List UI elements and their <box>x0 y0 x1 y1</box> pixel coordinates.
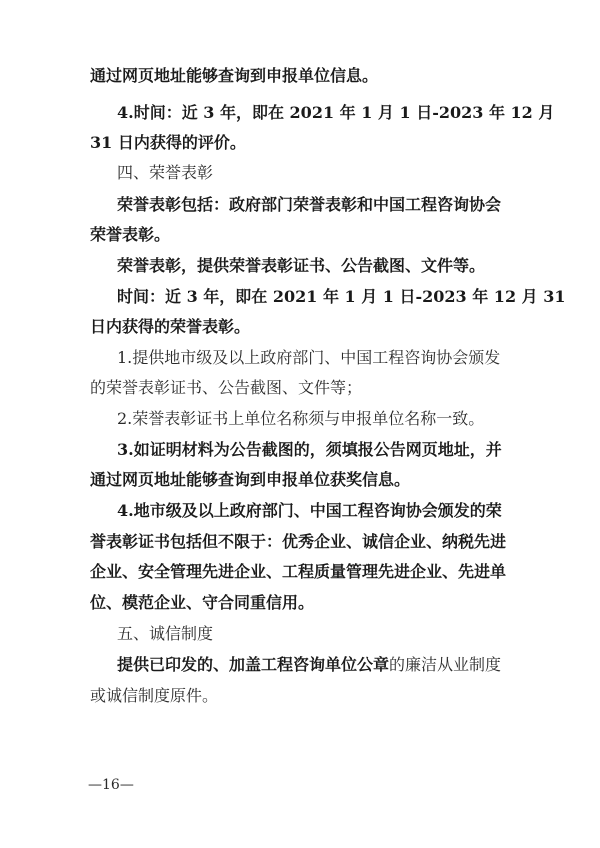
text-line-20-normal: 的廉洁从业制度 <box>389 655 502 674</box>
text-line-13: 3.如证明材料为公告截图的，须填报公告网页地址，并 <box>117 440 502 459</box>
text-line-18: 位、模范企业、守合同重信用。 <box>90 593 315 612</box>
text-line-8: 时间：近 3 年，即在 2021 年 1 月 1 日-2023 年 12 月 31 <box>117 287 566 306</box>
text-line-6: 荣誉表彰。 <box>90 225 171 244</box>
text-line-5: 荣誉表彰包括：政府部门荣誉表彰和中国工程咨询协会 <box>117 195 502 214</box>
text-line-7: 荣誉表彰，提供荣誉表彰证书、公告截图、文件等。 <box>117 256 486 275</box>
text-line-21: 或诚信制度原件。 <box>90 686 219 705</box>
text-line-20 <box>0 655 600 675</box>
text-line-1: 通过网页地址能够查询到申报单位信息。 <box>90 66 379 85</box>
text-line-16: 誉表彰证书包括但不限于：优秀企业、诚信企业、纳税先进 <box>90 532 507 551</box>
section-heading-honors: 四、荣誉表彰 <box>117 163 214 182</box>
text-line-14: 通过网页地址能够查询到申报单位获奖信息。 <box>90 470 411 489</box>
section-heading-integrity: 五、诚信制度 <box>117 624 214 643</box>
text-line-20-bold: 提供已印发的、加盖工程咨询单位公章 <box>117 655 390 674</box>
text-line-10: 1.提供地市级及以上政府部门、中国工程咨询协会颁发 <box>117 348 501 367</box>
page-number: —16— <box>88 777 134 793</box>
text-line-11: 的荣誉表彰证书、公告截图、文件等； <box>90 378 363 397</box>
text-line-9: 日内获得的荣誉表彰。 <box>90 317 251 336</box>
text-line-3: 31 日内获得的评价。 <box>90 133 246 152</box>
text-line-15: 4.地市级及以上政府部门、中国工程咨询协会颁发的荣 <box>117 501 502 520</box>
text-line-17: 企业、安全管理先进企业、工程质量管理先进企业、先进单 <box>90 562 507 581</box>
text-line-2: 4.时间：近 3 年，即在 2021 年 1 月 1 日-2023 年 12 月 <box>117 103 555 122</box>
text-line-12: 2.荣誉表彰证书上单位名称须与申报单位名称一致。 <box>117 409 485 428</box>
